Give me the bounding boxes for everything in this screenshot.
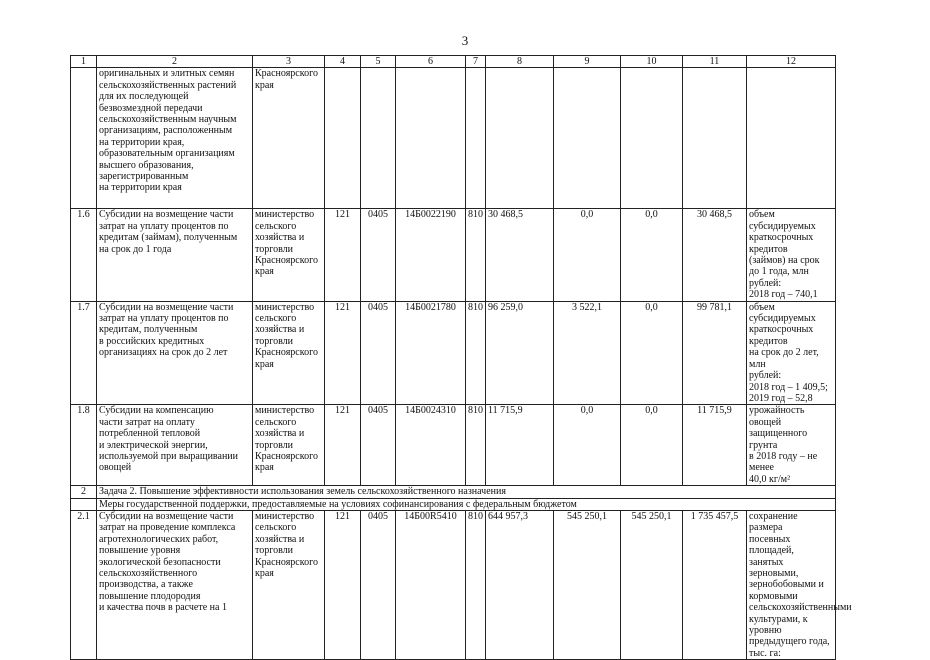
measure-name: Субсидии на возмещение части затрат на проведение комплекса агротехнологических работ, повышение уровня экологической безопасности сельскохозяйственного производства, а также повышение плодородия и качества почв в расчете на 1 xyxy=(97,510,253,659)
amount-year-1 xyxy=(486,68,554,209)
column-header: 7 xyxy=(466,56,486,68)
target-code xyxy=(396,68,466,209)
amount-total: 1 735 457,5 xyxy=(683,510,747,659)
expected-result xyxy=(747,68,836,209)
grbs-code: 121 xyxy=(325,301,361,405)
section-code: 0405 xyxy=(361,405,396,486)
column-header: 10 xyxy=(621,56,683,68)
measure-name: Субсидии на возмещение части затрат на уплату процентов по кредитам, полученным в российских кредитных организациях на срок до 2 лет xyxy=(97,301,253,405)
column-header: 5 xyxy=(361,56,396,68)
table-row xyxy=(71,209,836,301)
measure-name: оригинальных и элитных семян сельскохозяйственных растений для их последующей безвозмездной передачи сельскохозяйственным научным организациям, расположенным на территории края, образовательным организациям высшего образования, зарегистрированным на территории края xyxy=(97,68,253,209)
grbs-code: 121 xyxy=(325,405,361,486)
amount-year-3: 545 250,1 xyxy=(621,510,683,659)
amount-year-1: 30 468,5 xyxy=(486,209,554,301)
target-code: 14Б0021780 xyxy=(396,301,466,405)
section-code: 0405 xyxy=(361,209,396,301)
task-number: 2 xyxy=(71,486,97,498)
amount-year-1: 96 259,0 xyxy=(486,301,554,405)
executor: министерство сельского хозяйства и торговли Красноярского края xyxy=(253,510,325,659)
measures-row xyxy=(71,498,836,510)
executor: Красноярского края xyxy=(253,68,325,209)
amount-total xyxy=(683,68,747,209)
table-row xyxy=(71,510,836,659)
executor: министерство сельского хозяйства и торговли Красноярского края xyxy=(253,405,325,486)
amount-year-2: 545 250,1 xyxy=(554,510,621,659)
amount-year-1: 11 715,9 xyxy=(486,405,554,486)
column-header: 11 xyxy=(683,56,747,68)
amount-year-3 xyxy=(621,68,683,209)
executor: министерство сельского хозяйства и торговли Красноярского края xyxy=(253,209,325,301)
amount-total: 11 715,9 xyxy=(683,405,747,486)
column-header: 9 xyxy=(554,56,621,68)
row-number: 1.7 xyxy=(71,301,97,405)
column-header: 3 xyxy=(253,56,325,68)
amount-total: 30 468,5 xyxy=(683,209,747,301)
expected-result: урожайность овощей защищенного грунта в 2018 году – не менее 40,0 кг/м² xyxy=(747,405,836,486)
row-number: 1.8 xyxy=(71,405,97,486)
section-code: 0405 xyxy=(361,510,396,659)
empty-cell xyxy=(71,498,97,510)
measures-title: Меры государственной поддержки, предоставляемые на условиях софинансирования с федеральным бюджетом xyxy=(97,498,836,510)
target-code: 14Б0022190 xyxy=(396,209,466,301)
table-row xyxy=(71,301,836,405)
column-header: 12 xyxy=(747,56,836,68)
expense-type: 810 xyxy=(466,301,486,405)
target-code: 14Б00R5410 xyxy=(396,510,466,659)
expense-type: 810 xyxy=(466,405,486,486)
amount-year-3: 0,0 xyxy=(621,405,683,486)
section-code xyxy=(361,68,396,209)
expense-type: 810 xyxy=(466,510,486,659)
amount-year-1: 644 957,3 xyxy=(486,510,554,659)
amount-year-2: 0,0 xyxy=(554,209,621,301)
amount-year-2: 3 522,1 xyxy=(554,301,621,405)
amount-year-3: 0,0 xyxy=(621,209,683,301)
row-number xyxy=(71,68,97,209)
expected-result: объем субсидируемых краткосрочных кредитов (займов) на срок до 1 года, млн рублей: 2018 год – 740,1 xyxy=(747,209,836,301)
column-header: 2 xyxy=(97,56,253,68)
column-header: 6 xyxy=(396,56,466,68)
task-title: Задача 2. Повышение эффективности использования земель сельскохозяйственного назначения xyxy=(97,486,836,498)
executor: министерство сельского хозяйства и торговли Красноярского края xyxy=(253,301,325,405)
amount-year-2: 0,0 xyxy=(554,405,621,486)
task-row xyxy=(71,486,836,498)
measure-name: Субсидии на возмещение части затрат на уплату процентов по кредитам (займам), полученным на срок до 1 года xyxy=(97,209,253,301)
column-header: 4 xyxy=(325,56,361,68)
column-number-row xyxy=(71,56,836,68)
expense-type xyxy=(466,68,486,209)
amount-total: 99 781,1 xyxy=(683,301,747,405)
table-row xyxy=(71,68,836,209)
row-number: 2.1 xyxy=(71,510,97,659)
grbs-code xyxy=(325,68,361,209)
column-header: 8 xyxy=(486,56,554,68)
row-number: 1.6 xyxy=(71,209,97,301)
expected-result: сохранение размера посевных площадей, занятых зерновыми, зернобобовыми и кормовыми сельскохозяйственными культурами, к уровню предыдущего года, тыс. га: xyxy=(747,510,836,659)
section-code: 0405 xyxy=(361,301,396,405)
amount-year-3: 0,0 xyxy=(621,301,683,405)
target-code: 14Б0024310 xyxy=(396,405,466,486)
expense-type: 810 xyxy=(466,209,486,301)
table-row xyxy=(71,405,836,486)
expected-result: объем субсидируемых краткосрочных кредитов на срок до 2 лет, млн рублей: 2018 год – 1 409,5; 2019 год – 52,8 xyxy=(747,301,836,405)
page-number: 3 xyxy=(461,33,469,48)
measure-name: Субсидии на компенсацию части затрат на оплату потребленной тепловой и электрической энергии, используемой при выращивании овощей xyxy=(97,405,253,486)
amount-year-2 xyxy=(554,68,621,209)
grbs-code: 121 xyxy=(325,510,361,659)
grbs-code: 121 xyxy=(325,209,361,301)
column-header: 1 xyxy=(71,56,97,68)
budget-table xyxy=(70,55,852,660)
